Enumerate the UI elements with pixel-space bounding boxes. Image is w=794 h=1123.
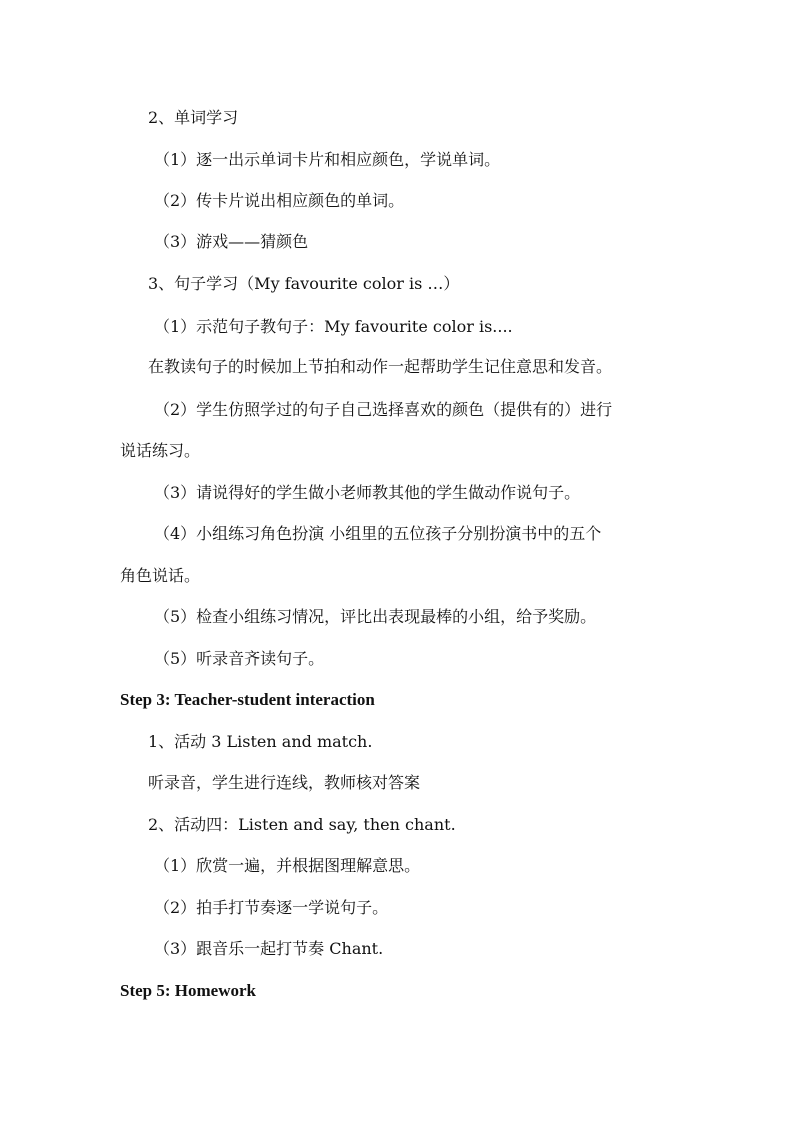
step-heading: Step 3: Teacher-student interaction [120, 690, 375, 709]
paragraph-line: （1）欣赏一遍，并根据图理解意思。 [154, 856, 421, 875]
paragraph-line: （3）请说得好的学生做小老师教其他的学生做动作说句子。 [154, 483, 581, 502]
paragraph-line: 1、活动 3 Listen and match. [148, 732, 373, 751]
paragraph-line: 说话练习。 [120, 441, 201, 460]
paragraph-line: （1）逐一出示单词卡片和相应颜色，学说单词。 [154, 150, 501, 169]
paragraph-line: （1）示范句子教句子：My favourite color is.... [154, 317, 513, 336]
paragraph-line: （5）检查小组练习情况，评比出表现最棒的小组，给予奖励。 [154, 607, 597, 626]
paragraph-line: 角色说话。 [120, 566, 201, 585]
paragraph-line: （3）游戏——猜颜色 [154, 232, 309, 251]
section-heading-word-learning: 2、单词学习 [148, 108, 239, 127]
paragraph-line: （2）学生仿照学过的句子自己选择喜欢的颜色（提供有的）进行 [154, 400, 613, 419]
paragraph-line: （3）跟音乐一起打节奏 Chant. [154, 939, 384, 958]
paragraph-line: 2、活动四：Listen and say, then chant. [148, 815, 456, 834]
paragraph-line: （2）传卡片说出相应颜色的单词。 [154, 191, 405, 210]
step-heading: Step 5: Homework [120, 981, 256, 1000]
paragraph-line: 在教读句子的时候加上节拍和动作一起帮助学生记住意思和发音。 [148, 357, 613, 376]
paragraph-line: （5）听录音齐读句子。 [154, 649, 325, 668]
paragraph-line: （2）拍手打节奏逐一学说句子。 [154, 898, 389, 917]
paragraph-line: 听录音，学生进行连线，教师核对答案 [148, 773, 421, 792]
paragraph-line: （4）小组练习角色扮演 小组里的五位孩子分别扮演书中的五个 [154, 524, 602, 543]
section-heading-sentence-learning: 3、句子学习（My favourite color is …） [148, 274, 460, 293]
